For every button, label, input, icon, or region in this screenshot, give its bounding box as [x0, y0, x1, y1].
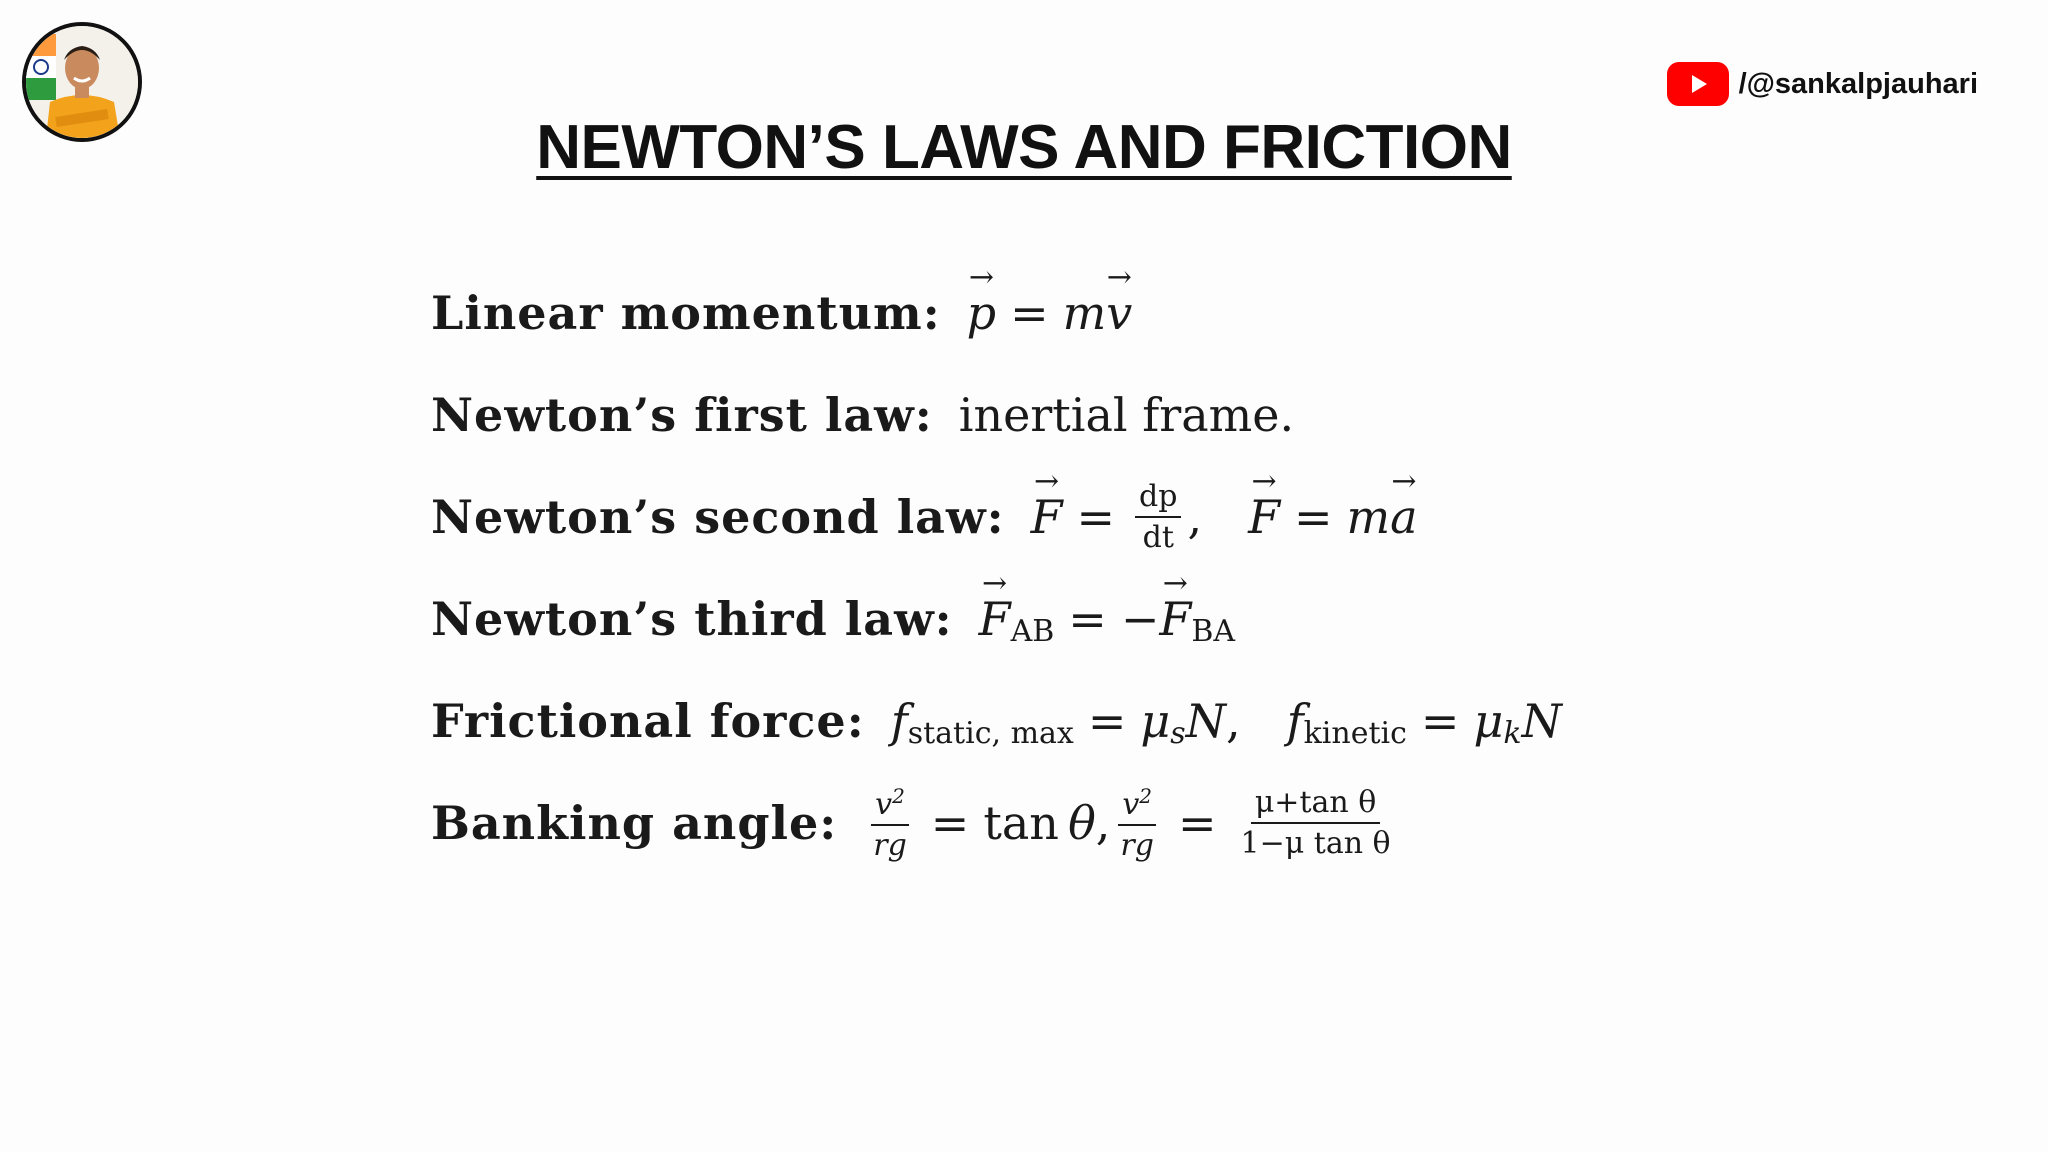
friction-angle-fraction: [1237, 785, 1395, 861]
force-symbol: → F: [1159, 592, 1191, 646]
fraction-numerator: [1118, 784, 1156, 826]
subscript: BA: [1191, 613, 1236, 649]
comma: ,: [1095, 796, 1111, 850]
equals-sign: =: [930, 796, 970, 850]
exponent: 2: [1139, 783, 1153, 808]
formula-label: Linear momentum:: [431, 286, 941, 340]
formula-second-law: [431, 466, 1562, 568]
formula-label: Banking angle:: [431, 796, 838, 850]
subscript: k: [1503, 715, 1522, 751]
page-title: NEWTON’S LAWS AND FRICTION: [536, 113, 1512, 182]
equals-sign: =: [1076, 490, 1116, 544]
formula-text: inertial frame.: [958, 388, 1295, 442]
velocity-symbol: v: [1122, 786, 1140, 822]
force-symbol: → F: [1031, 490, 1063, 544]
formula-label: Frictional force:: [431, 694, 865, 748]
theta-symbol: θ: [1068, 796, 1096, 850]
equals-sign: =: [1010, 286, 1049, 340]
momentum-symbol: → p: [967, 286, 996, 340]
mass-symbol: m: [1346, 490, 1391, 544]
mu-symbol: μ: [1473, 694, 1504, 748]
velocity-symbol: → v: [1106, 286, 1132, 340]
velocity-symbol: v: [875, 786, 893, 822]
friction-symbol: f: [1286, 694, 1304, 748]
mass-symbol: m: [1062, 286, 1107, 340]
formula-third-law: [431, 568, 1562, 670]
banking-fraction: [1116, 784, 1158, 863]
force-symbol: → F: [979, 592, 1011, 646]
equals-sign: =: [1177, 796, 1217, 850]
formula-list: [431, 262, 1562, 874]
formula-friction: [431, 670, 1562, 772]
subscript: static, max: [907, 715, 1074, 751]
exponent: 2: [892, 783, 905, 808]
equals-sign: =: [1068, 592, 1107, 646]
derivative-fraction: [1135, 479, 1181, 555]
banking-fraction: [869, 784, 911, 863]
comma: ,: [1225, 694, 1241, 748]
channel-handle: /@sankalpjauhari: [1738, 67, 1978, 100]
fraction-denominator: rg: [873, 827, 907, 863]
comma: ,: [1187, 490, 1203, 544]
fraction-denominator: 1−μ tan θ: [1240, 826, 1391, 861]
equals-sign: =: [1294, 490, 1333, 544]
fraction-denominator: rg: [1120, 827, 1154, 863]
fraction-numerator: dp: [1135, 479, 1181, 518]
acceleration-symbol: → a: [1390, 490, 1417, 544]
formula-label: Newton’s third law:: [431, 592, 953, 646]
equals-sign: =: [1420, 694, 1460, 748]
formula-first-law: [431, 364, 1562, 466]
friction-symbol: f: [890, 694, 908, 748]
tan-function: tan: [983, 796, 1059, 850]
normal-force-symbol: N: [1521, 694, 1562, 748]
normal-force-symbol: N: [1185, 694, 1226, 748]
formula-label: Newton’s first law:: [431, 388, 933, 442]
formula-label: Newton’s second law:: [431, 490, 1005, 544]
subscript: s: [1170, 715, 1186, 751]
subscript: AB: [1010, 613, 1055, 649]
equals-sign: =: [1087, 694, 1127, 748]
fraction-numerator: μ+tan θ: [1251, 785, 1381, 824]
formula-linear-momentum: [431, 262, 1562, 364]
fraction-denominator: dt: [1142, 520, 1174, 555]
mu-symbol: μ: [1140, 694, 1171, 748]
youtube-icon: [1667, 62, 1729, 106]
subscript: kinetic: [1303, 715, 1407, 751]
minus-sign: −: [1120, 592, 1160, 646]
force-symbol: → F: [1248, 490, 1280, 544]
fraction-numerator: [871, 784, 909, 826]
formula-banking-angle: [431, 772, 1562, 874]
channel-link[interactable]: [1667, 62, 1978, 106]
